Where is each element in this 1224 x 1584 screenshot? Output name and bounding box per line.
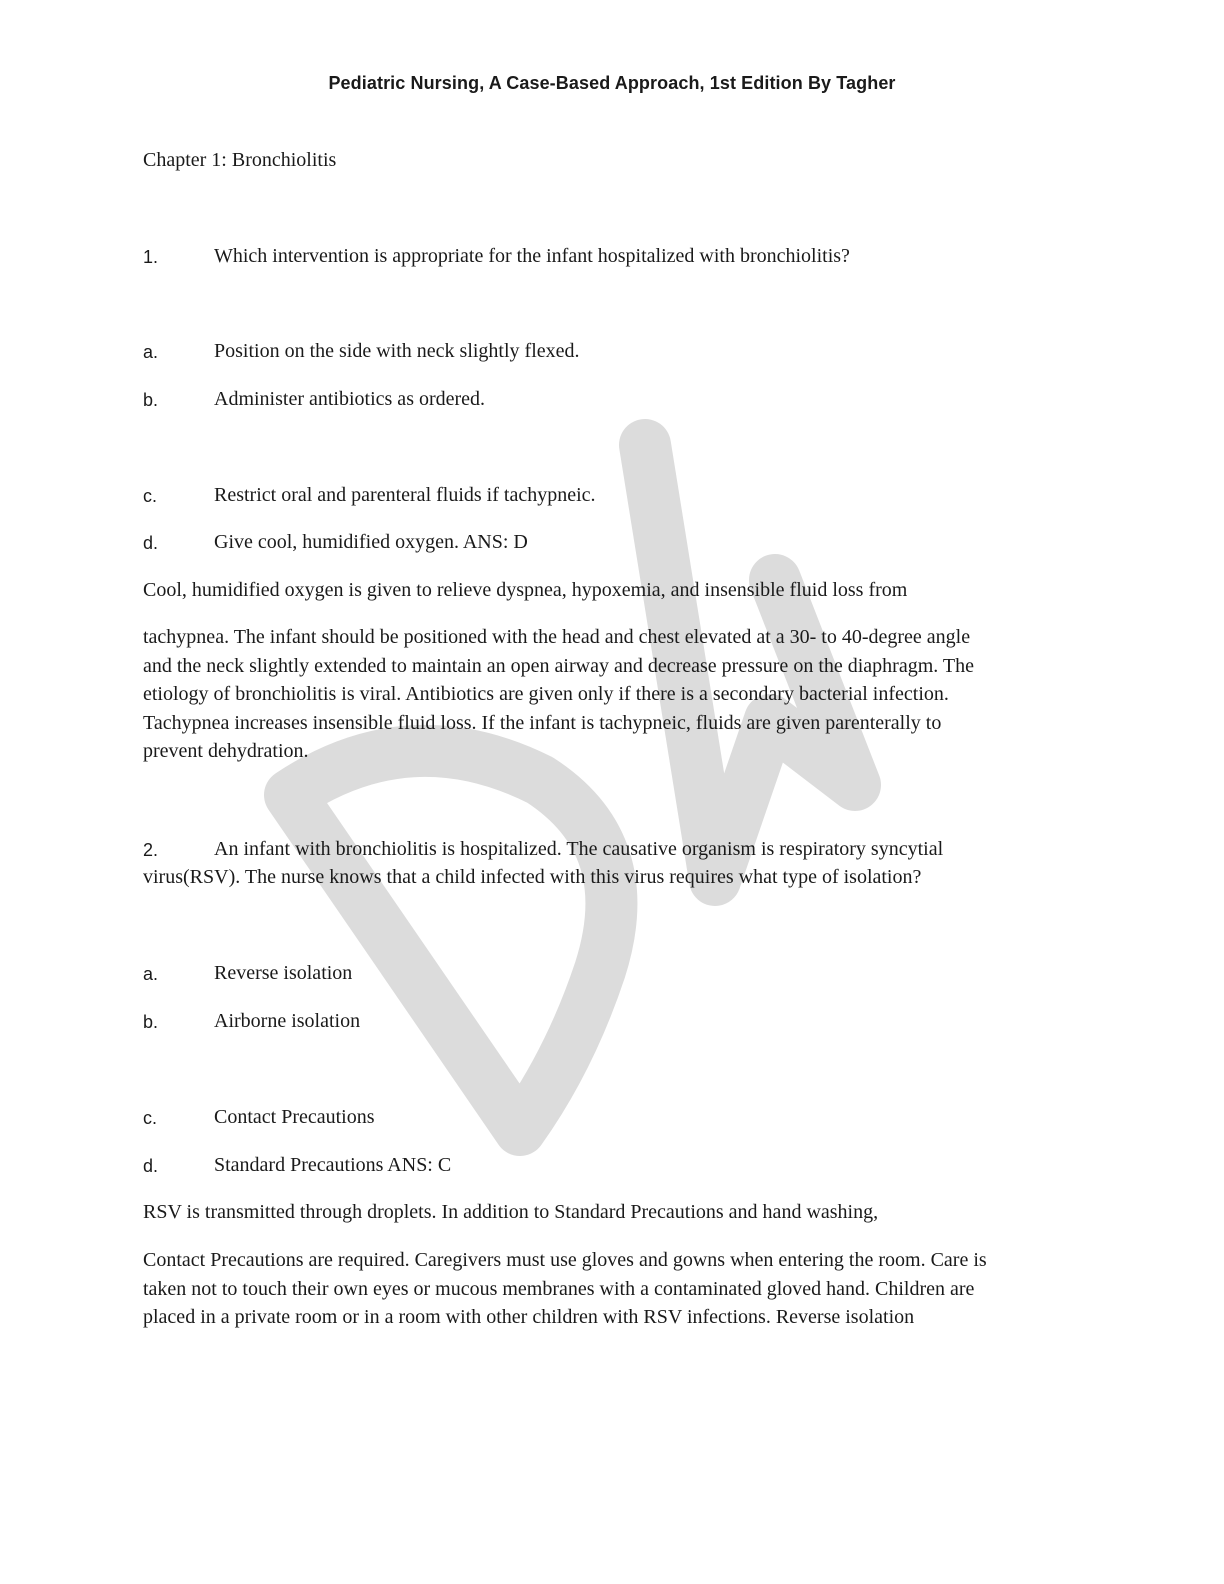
rationale-line: Tachypnea increases insensible fluid loss. If the infant is tachypneic, fluids are given parenterally to	[143, 711, 942, 734]
question-number: 2.	[143, 840, 159, 860]
option-letter-c: c.	[143, 1108, 158, 1128]
rationale-line: placed in a private room or in a room with other children with RSV infections. Reverse isolation	[143, 1306, 915, 1329]
option-letter-b: b.	[143, 1012, 159, 1032]
option-text-a: Reverse isolation	[214, 962, 353, 984]
rationale-line: prevent dehydration.	[143, 740, 309, 763]
rationale-line: and the neck slightly extended to maintain an open airway and decrease pressure on the diaphragm. The	[143, 654, 975, 677]
rationale-line: taken not to touch their own eyes or mucous membranes with a contaminated gloved hand. Children are	[143, 1277, 975, 1300]
watermark-letter-d	[290, 751, 611, 1130]
rationale-paragraph	[143, 623, 1083, 766]
option-letter-c: c.	[143, 486, 158, 506]
question-stem-line-2: virus(RSV). The nurse knows that a child infected with this virus requires what type of isolation?	[143, 866, 922, 888]
option-text-b: Administer antibiotics as ordered.	[214, 388, 486, 410]
document-title: Pediatric Nursing, A Case-Based Approach, 1st Edition By Tagher	[328, 73, 896, 93]
option-text-b: Airborne isolation	[214, 1010, 361, 1032]
option-text-a: Position on the side with neck slightly flexed.	[214, 340, 580, 362]
rationale-line: etiology of bronchiolitis is viral. Antibiotics are given only if there is a secondary bacterial infection.	[143, 683, 949, 706]
option-letter-a: a.	[143, 342, 159, 362]
option-letter-a: a.	[143, 964, 159, 984]
question-stem: Which intervention is appropriate for the infant hospitalized with bronchiolitis?	[214, 245, 850, 267]
option-text-c: Restrict oral and parenteral fluids if tachypneic.	[214, 484, 596, 506]
rationale-paragraph	[143, 1246, 1083, 1332]
option-text-d: Give cool, humidified oxygen. ANS: D	[214, 531, 528, 553]
chapter-heading: Chapter 1: Bronchiolitis	[143, 149, 337, 171]
question-number: 1.	[143, 247, 159, 267]
rationale-line: Contact Precautions are required. Caregivers must use gloves and gowns when entering the room. Care is	[143, 1249, 987, 1271]
option-text-d: Standard Precautions ANS: C	[214, 1154, 452, 1176]
rationale-first-line: Cool, humidified oxygen is given to relieve dyspnea, hypoxemia, and insensible fluid loss from	[143, 579, 908, 601]
option-letter-d: d.	[143, 1156, 159, 1176]
option-letter-d: d.	[143, 533, 159, 553]
question-stem-line-1: An infant with bronchiolitis is hospitalized. The causative organism is respiratory syncytial	[214, 838, 944, 860]
option-letter-b: b.	[143, 390, 159, 410]
rationale-first-line: RSV is transmitted through droplets. In addition to Standard Precautions and hand washing,	[143, 1201, 879, 1223]
option-text-c: Contact Precautions	[214, 1106, 375, 1128]
rationale-line: tachypnea. The infant should be positioned with the head and chest elevated at a 30- to 40-degree angle	[143, 626, 971, 648]
